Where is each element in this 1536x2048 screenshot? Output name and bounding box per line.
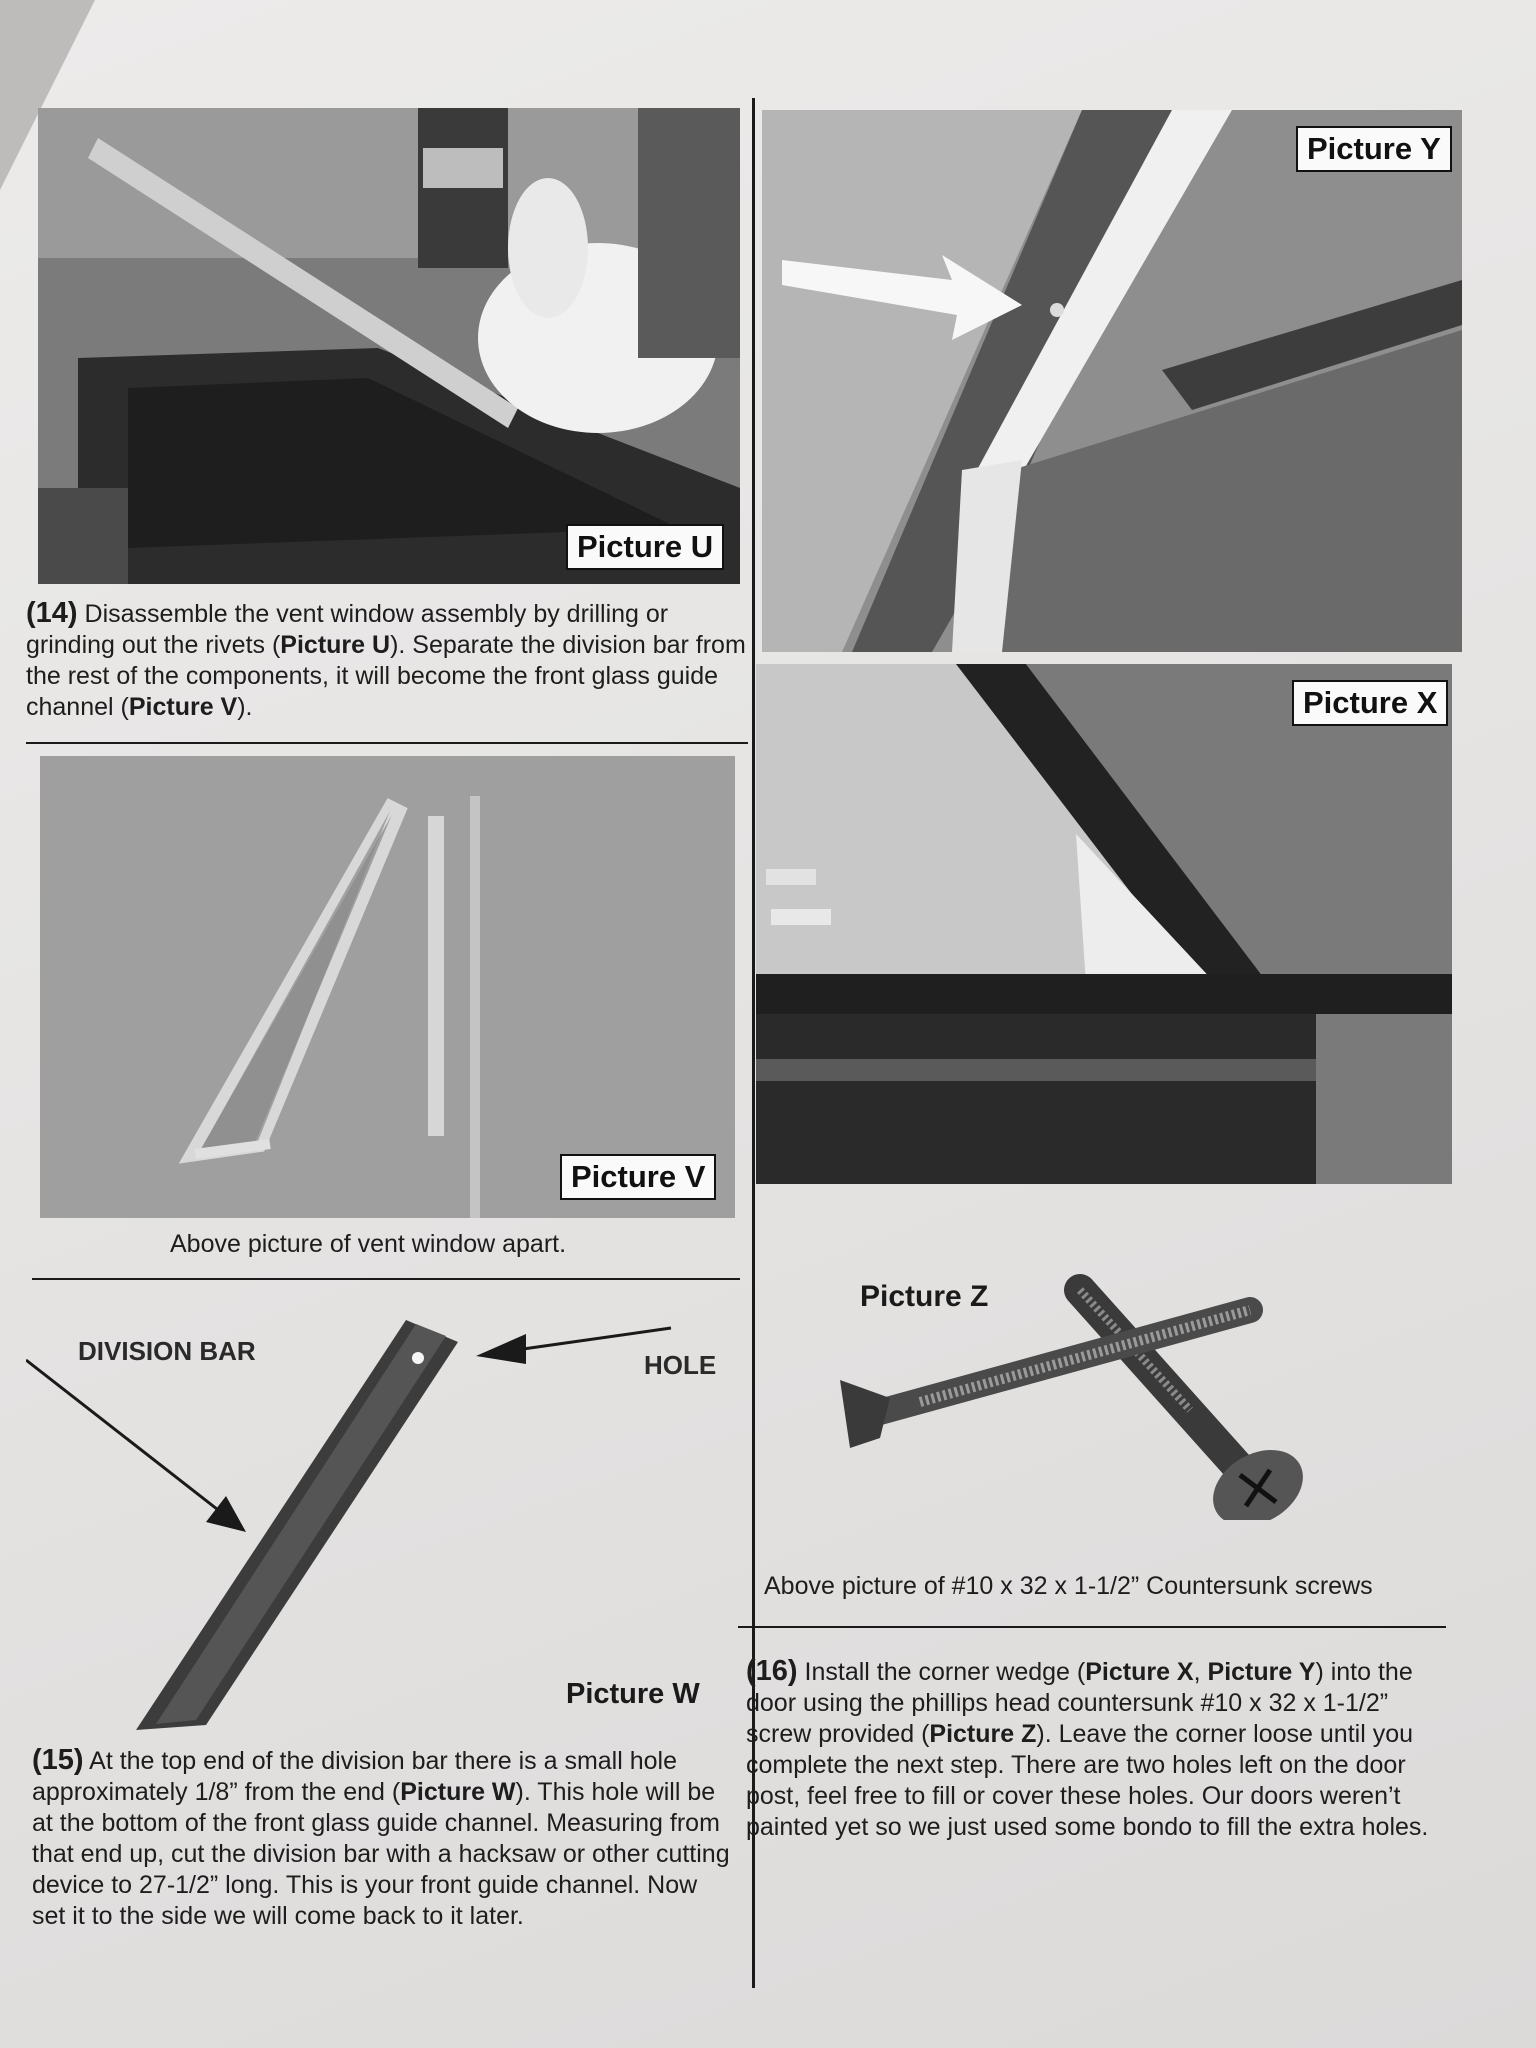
door-corner-photo [756,664,1452,1184]
corner-wedge-photo [762,110,1462,652]
ref-picture-v: Picture V [128,693,238,721]
ref-picture-y: Picture Y [1207,1658,1316,1686]
division-bar-label: DIVISION BAR [78,1336,256,1366]
step-16-text: (16) Install the corner wedge (Picture X, Picture Y) into the door using the phillips head countersunk #10 x 32 x 1-1/2” screw provided (Picture Z). Leave the corner loose until you complete the next step. There are two holes left on the door post, feel free to fill or cover these holes. Our doors weren’t painted yet so we just used some bondo to fill the extra holes. [746,1655,1429,1841]
hole-marker [412,1352,424,1364]
photo-picture-u [38,108,740,584]
picture-u-label: Picture U [566,524,724,570]
step-15-number: (15) [32,1744,84,1776]
ref-picture-x: Picture X [1085,1658,1194,1686]
picture-v-label: Picture V [560,1154,716,1200]
picture-y-label: Picture Y [1296,126,1452,172]
drill-rivet-photo [38,108,740,584]
countersunk-screws-image [830,1270,1310,1520]
step-14-number: (14) [26,597,78,629]
ref-picture-z: Picture Z [929,1720,1037,1748]
picture-z-label: Picture Z [860,1280,989,1313]
picture-w-label: Picture W [566,1678,700,1710]
picture-z-caption: Above picture of #10 x 32 x 1-1/2” Countersunk screws [764,1572,1373,1600]
hole-label: HOLE [644,1350,717,1380]
step-15-text: (15) At the top end of the division bar there is a small hole approximately 1/8” from the end (Picture W). This hole will be at the bottom of the front glass guide channel. Measuring from that end up, cut the division bar with a hacksaw or other cutting device to 27-1/2” long. This is your front guide channel. Now set it to the side we will come back to it later. [32,1744,730,1930]
ref-picture-w: Picture W [400,1778,516,1806]
photo-picture-y [762,110,1462,652]
step-16-number: (16) [746,1655,798,1687]
picture-v-caption: Above picture of vent window apart. [170,1230,567,1258]
hole-arrow [516,1328,671,1350]
divider-right-1 [738,1626,1446,1628]
picture-x-label: Picture X [1292,680,1448,726]
vent-window-parts-photo [40,756,735,1218]
step-14-text: (14) Disassemble the vent window assembly by drilling or grinding out the rivets (Picture U). Separate the division bar from the rest of the components, it will become the front glass guide channel (Picture V). [26,597,746,721]
photo-picture-x [756,664,1452,1184]
ref-picture-u: Picture U [280,631,391,659]
division-bar-arrow [26,1360,231,1520]
divider-left-1 [26,742,748,744]
screw-hole [1050,303,1064,317]
divider-left-2 [32,1278,740,1280]
photo-picture-v [40,756,735,1218]
